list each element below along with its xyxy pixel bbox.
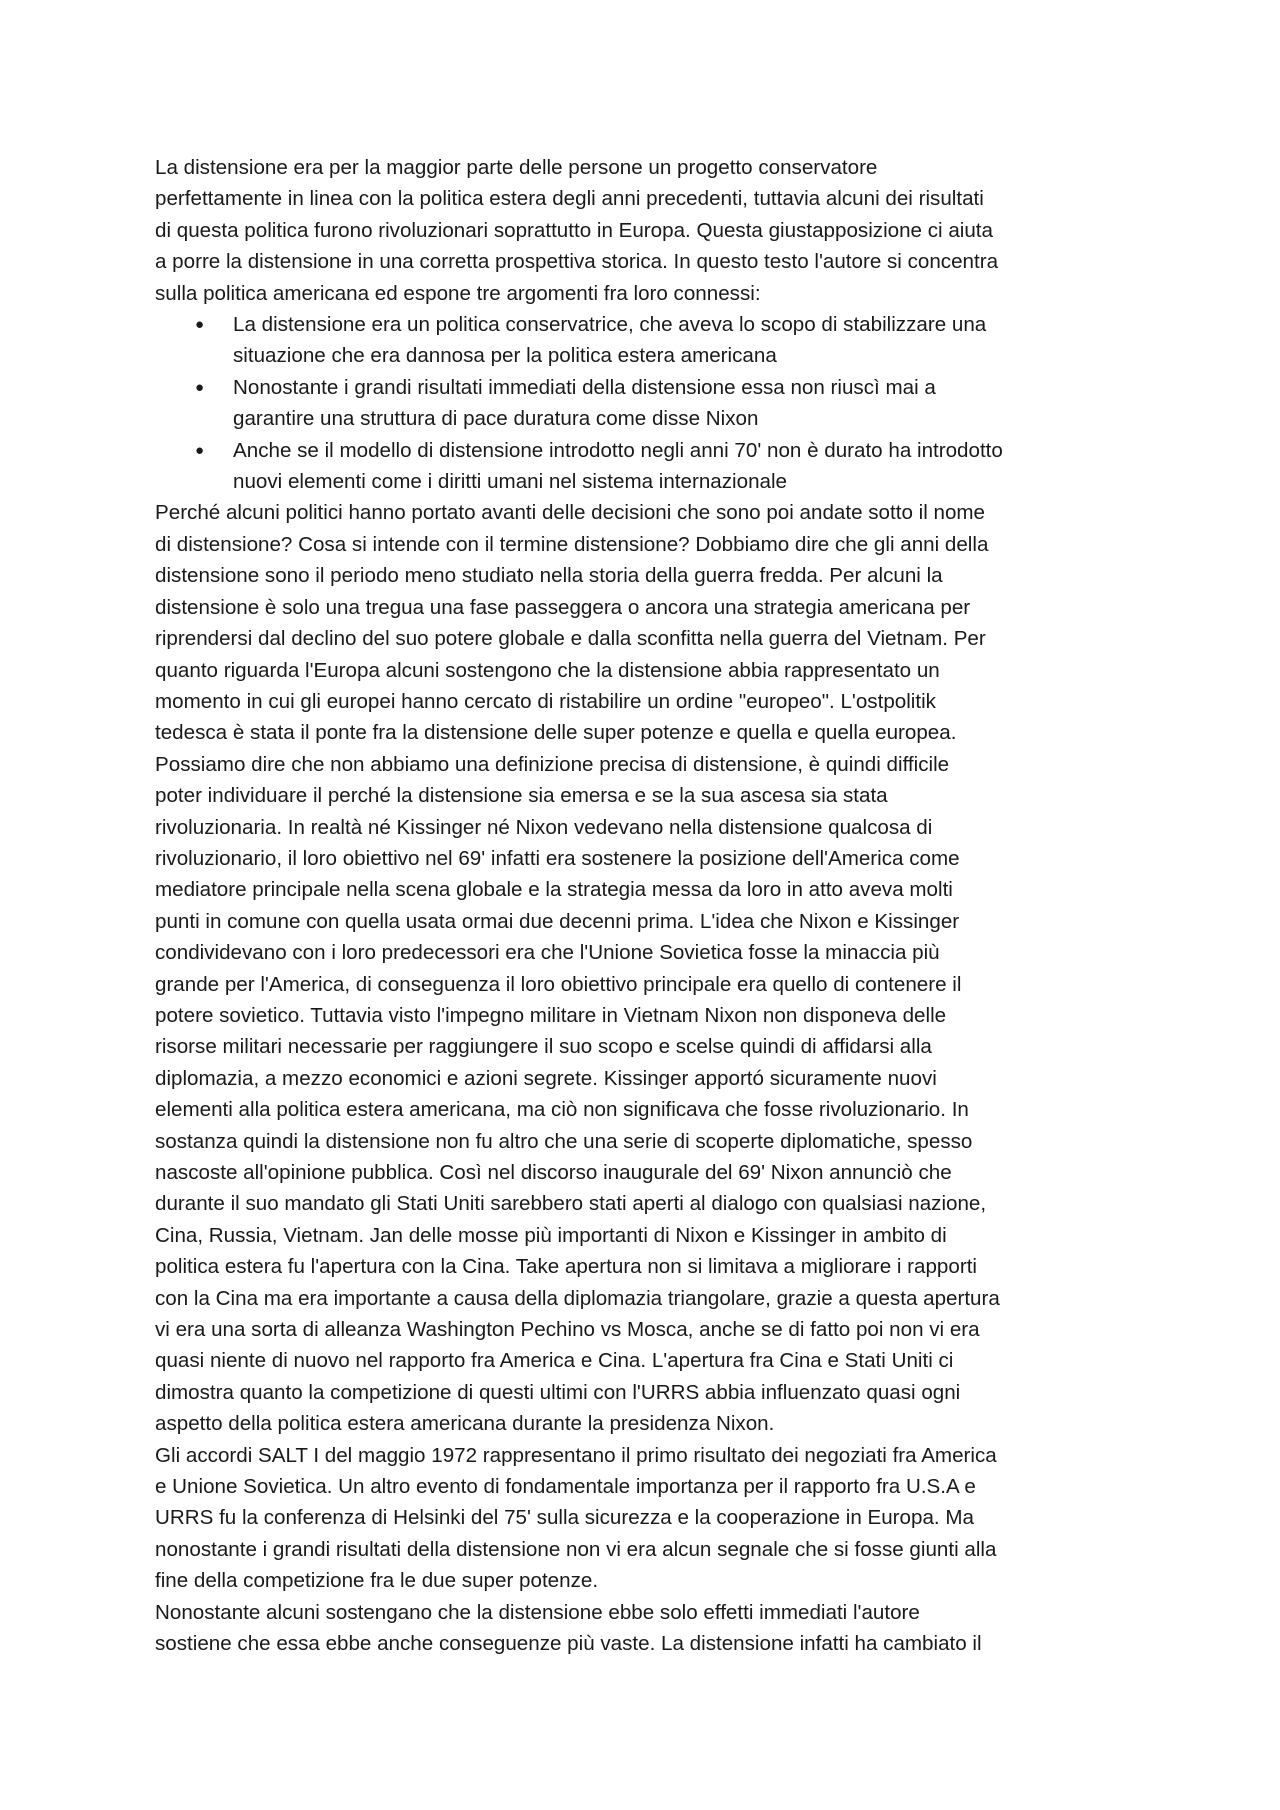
text-line: sulla politica americana ed espone tre argomenti fra loro connessi: xyxy=(155,281,761,305)
text-line: riprendersi dal declino del suo potere globale e dalla sconfitta nella guerra del Vietnam. Per xyxy=(155,627,986,651)
text-line: di distensione? Cosa si intende con il termine distensione? Dobbiamo dire che gli anni della xyxy=(155,532,989,556)
text-line: nonostante i grandi risultati della distensione non vi era alcun segnale che si fosse giunti alla xyxy=(155,1537,997,1561)
bullet-dot-icon: ● xyxy=(195,316,205,334)
text-line: nascoste all'opinione pubblica. Così nel discorso inaugurale del 69' Nixon annunciò che xyxy=(155,1161,952,1184)
text-line: Nonostante i grandi risultati immediati della distensione essa non riuscì mai a xyxy=(233,375,936,399)
text-line: rivoluzionario, il loro obiettivo nel 69' infatti era sostenere la posizione dell'America come xyxy=(155,846,960,870)
bullet-item xyxy=(155,309,1140,372)
text-line: quanto riguarda l'Europa alcuni sostengono che la distensione abbia rappresentato un xyxy=(155,658,940,682)
text-line: con la Cina ma era importante a causa della diplomazia triangolare, grazie a questa apertura xyxy=(155,1286,1000,1310)
text-line: situazione che era dannosa per la politica estera americana xyxy=(233,344,777,368)
text-line: vi era una sorta di alleanza Washington Pechino vs Mosca, anche se di fatto poi non vi era xyxy=(155,1318,980,1342)
text-line: fine della competizione fra le due super potenze. xyxy=(155,1569,599,1593)
text-line: elementi alla politica estera americana, ma ciò non significava che fosse rivoluzionario. In xyxy=(155,1098,969,1122)
text-line: tedesca è stata il ponte fra la distensione delle super potenze e quella e quella europea. xyxy=(155,721,957,745)
text-line: garantire una struttura di pace duratura come disse Nixon xyxy=(233,407,759,431)
text-line: quasi niente di nuovo nel rapporto fra America e Cina. L'apertura fra Cina e Stati Uniti ci xyxy=(155,1349,954,1373)
text-line: Nonostante alcuni sostengano che la distensione ebbe solo effetti immediati l'autore xyxy=(155,1600,920,1624)
text-line: perfettamente in linea con la politica estera degli anni precedenti, tuttavia alcuni dei risultati xyxy=(155,187,984,211)
text-line: sostiene che essa ebbe anche conseguenze più vaste. La distensione infatti ha cambiato il xyxy=(155,1632,982,1656)
text-line: a porre la distensione in una corretta prospettiva storica. In questo testo l'autore si concentra xyxy=(155,250,999,274)
text-line: URRS fu la conferenza di Helsinki del 75' sulla sicurezza e la cooperazione in Europa. Ma xyxy=(155,1506,974,1530)
text-line: risorse militari necessarie per raggiungere il suo scopo e scelse quindi di affidarsi alla xyxy=(155,1035,932,1059)
text-line: rivoluzionaria. In realtà né Kissinger né Nixon vedevano nella distensione qualcosa di xyxy=(155,815,933,839)
text-line: momento in cui gli europei hanno cercato di ristabilire un ordine "europeo". L'ostpolitik xyxy=(155,689,936,713)
text-line: dimostra quanto la competizione di questi ultimi con l'URRS abbia influenzato quasi ogni xyxy=(155,1380,961,1404)
text-line: sostanza quindi la distensione non fu altro che una serie di scoperte diplomatiche, spesso xyxy=(155,1129,973,1153)
text-line: nuovi elementi come i diritti umani nel sistema internazionale xyxy=(233,470,788,494)
text-line: potere sovietico. Tuttavia visto l'impegno militare in Vietnam Nixon non disponeva delle xyxy=(155,1003,947,1027)
text-line: Perché alcuni politici hanno portato avanti delle decisioni che sono poi andate sotto il nome xyxy=(155,501,986,525)
text-line: distensione è solo una tregua una fase passeggera o ancora una strategia americana per xyxy=(155,595,971,619)
text-line: e Unione Sovietica. Un altro evento di fondamentale importanza per il rapporto fra U.S.A e xyxy=(155,1475,976,1499)
text-line: condividevano con i loro predecessori era che l'Unione Sovietica fosse la minaccia più xyxy=(155,941,940,965)
bullet-dot-icon: ● xyxy=(195,378,205,396)
text-line: punti in comune con quella usata ormai due decenni prima. L'idea che Nixon e Kissinger xyxy=(155,909,960,933)
text-line: Anche se il modello di distensione introdotto negli anni 70' non è durato ha introdotto xyxy=(233,438,1003,462)
text-line: aspetto della politica estera americana durante la presidenza Nixon. xyxy=(155,1412,775,1436)
text-line: mediatore principale nella scena globale e la strategia messa da loro in atto aveva molti xyxy=(155,878,953,902)
bullet-dot-icon: ● xyxy=(195,441,205,459)
document-body xyxy=(155,152,1140,1660)
text-line: distensione sono il periodo meno studiato nella storia della guerra fredda. Per alcuni la xyxy=(155,564,943,588)
text-line: di questa politica furono rivoluzionari soprattutto in Europa. Questa giustapposizione ci aiuta xyxy=(155,218,993,242)
bullet-list xyxy=(155,309,1140,497)
text-line: grande per l'America, di conseguenza il loro obiettivo principale era quello di contenere il xyxy=(155,972,962,996)
text-line: La distensione era un politica conservatrice, che aveva lo scopo di stabilizzare una xyxy=(233,313,987,337)
text-line: Cina, Russia, Vietnam. Jan delle mosse più importanti di Nixon e Kissinger in ambito di xyxy=(155,1223,947,1247)
intro-paragraph xyxy=(155,152,1140,309)
text-line: durante il suo mandato gli Stati Uniti sarebbero stati aperti al dialogo con qualsiasi nazione, xyxy=(155,1192,987,1216)
bullet-item xyxy=(155,435,1140,498)
text-line: Gli accordi SALT I del maggio 1972 rappresentano il primo risultato dei negoziati fra America xyxy=(155,1443,997,1467)
text-line: Possiamo dire che non abbiamo una definizione precisa di distensione, è quindi difficile xyxy=(155,752,950,776)
text-line: diplomazia, a mezzo economici e azioni segrete. Kissinger apportó sicuramente nuovi xyxy=(155,1066,937,1090)
text-line: poter individuare il perché la distensione sia emersa e se la sua ascesa sia stata xyxy=(155,784,888,808)
body-paragraphs xyxy=(155,497,1140,1659)
text-line: politica estera fu l'apertura con la Cina. Take apertura non si limitava a migliorare i rapporti xyxy=(155,1255,977,1279)
text-line: La distensione era per la maggior parte delle persone un progetto conservatore xyxy=(155,156,878,179)
bullet-item xyxy=(155,372,1140,435)
